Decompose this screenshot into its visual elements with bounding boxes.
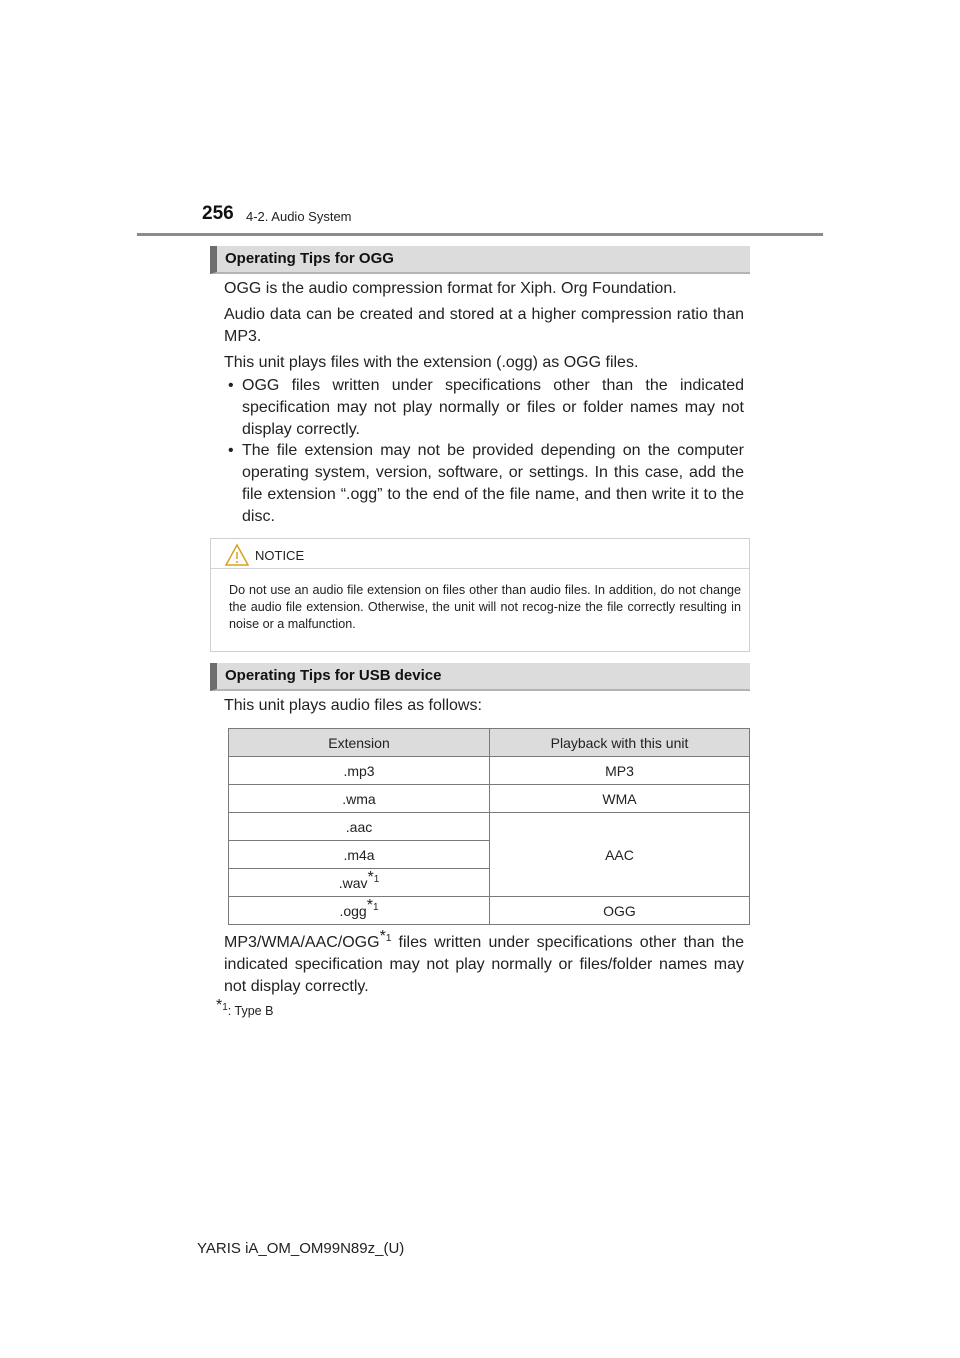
section-title: 4-2. Audio System — [246, 209, 352, 224]
footnote-text: : Type B — [227, 1004, 274, 1018]
playback-cell: WMA — [490, 785, 750, 813]
warning-icon — [225, 543, 249, 567]
notice-divider — [211, 568, 749, 569]
footnote-marker: *1 — [367, 868, 380, 886]
bullet-dot: • — [228, 377, 234, 394]
table-row — [229, 897, 750, 925]
table-row — [229, 813, 750, 841]
notice-box — [210, 538, 750, 652]
extension-cell — [229, 869, 490, 897]
extension-value: .ogg — [339, 902, 367, 919]
footnote-marker: *1 — [366, 896, 379, 914]
extension-cell: .wma — [229, 785, 490, 813]
usb-intro: This unit plays audio files as follows: — [224, 697, 482, 714]
extension-cell: .m4a — [229, 841, 490, 869]
usb-heading — [210, 663, 750, 691]
document-id: YARIS iA_OM_OM99N89z_(U) — [197, 1240, 405, 1257]
usb-heading-label: Operating Tips for USB device — [225, 667, 442, 684]
playback-cell: OGG — [490, 897, 750, 925]
usb-after-paragraph — [224, 927, 744, 998]
ogg-paragraph-2: Audio data can be created and stored at a higher compression ratio than MP3. — [224, 306, 744, 345]
ogg-bullet-1-text: OGG files written under specifications other than the indicated specification may not play normally or files or folder names may not display correctly. — [242, 377, 744, 438]
ogg-paragraph-1: OGG is the audio compression format for Xiph. Org Foundation. — [224, 280, 677, 297]
footnote-marker: *1 — [379, 927, 392, 945]
extension-cell — [229, 897, 490, 925]
table-header-row — [229, 729, 750, 757]
ogg-bullet-2-text: The file extension may not be provided depending on the computer operating system, version, software, or settings. In this case, add the file extension “.ogg” to the end of the file name, and then write it to the disc. — [242, 442, 744, 525]
notice-body: Do not use an audio file extension on files other than audio files. In addition, do not change the audio file extension. Otherwise, the unit will not recog-nize the file correctly resulting in noise or a malfunction. — [229, 583, 741, 631]
ogg-paragraph-3: This unit plays files with the extension (.ogg) as OGG files. — [224, 354, 639, 371]
table-header-playback: Playback with this unit — [490, 729, 750, 757]
footnote — [216, 996, 274, 1018]
table-row — [229, 757, 750, 785]
ogg-heading-label: Operating Tips for OGG — [225, 250, 394, 267]
table-row — [229, 785, 750, 813]
format-list: MP3/WMA/AAC/OGG — [224, 934, 380, 951]
format-table — [228, 728, 750, 925]
extension-cell: .mp3 — [229, 757, 490, 785]
header-divider — [137, 233, 823, 236]
page-number: 256 — [202, 203, 234, 224]
footnote-marker: *1 — [216, 996, 228, 1014]
usb-after-text: files written under specifications other than the indicated specification may not play normally or files/folder names may not display correctly. — [224, 934, 744, 995]
playback-cell: MP3 — [490, 757, 750, 785]
ogg-bullet-2 — [228, 440, 744, 528]
extension-cell: .aac — [229, 813, 490, 841]
extension-value: .wav — [338, 874, 368, 891]
ogg-bullet-1 — [228, 375, 744, 441]
ogg-heading — [210, 246, 750, 274]
playback-cell: AAC — [490, 813, 750, 897]
notice-title: NOTICE — [255, 548, 305, 563]
bullet-dot: • — [228, 442, 234, 459]
table-header-extension: Extension — [229, 729, 490, 757]
